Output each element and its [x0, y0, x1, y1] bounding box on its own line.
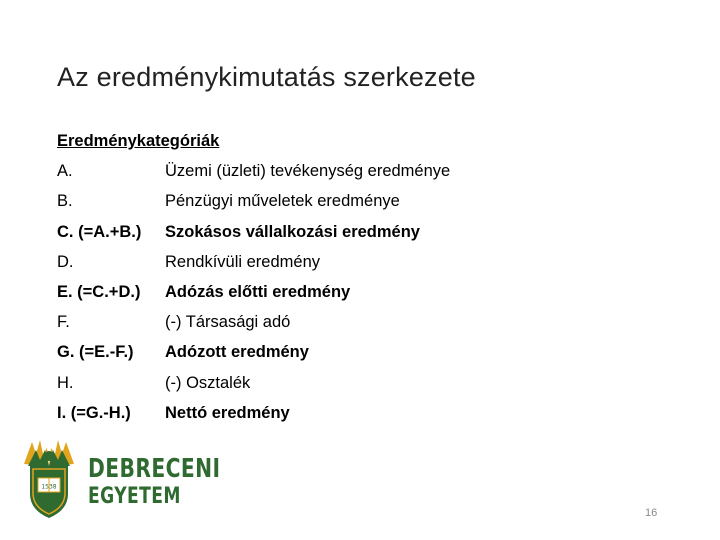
list-item-code: C. (=A.+B.): [57, 222, 142, 241]
list-item: [57, 156, 450, 186]
list-item-label: Adózott eredmény: [165, 343, 309, 362]
list-item: [57, 217, 450, 247]
list-item-code: F.: [57, 313, 70, 332]
list-item: [57, 186, 450, 216]
logo-wordmark: [88, 456, 258, 508]
list-item-code: H.: [57, 373, 74, 392]
logo-line-2: EGYETEM: [88, 484, 181, 509]
list-item: [57, 337, 450, 367]
list-item-label: Szokásos vállalkozási eredmény: [165, 222, 420, 241]
crest-seal-text: 1538: [41, 483, 57, 491]
list-item: [57, 277, 450, 307]
list-item: [57, 247, 450, 277]
list-item-label: Adózás előtti eredmény: [165, 283, 351, 302]
list-item: [57, 398, 450, 428]
list-item-label: (-) Társasági adó: [165, 313, 291, 332]
list-item-code: I. (=G.-H.): [57, 403, 131, 422]
list-item-label: Nettó eredmény: [165, 403, 290, 422]
list-item-label: Pénzügyi műveletek eredménye: [165, 192, 400, 211]
page-number: 16: [645, 507, 658, 519]
list-item-code: E. (=C.+D.): [57, 283, 141, 302]
list-item-code: D.: [57, 252, 74, 271]
slide-content: [57, 126, 450, 428]
list-item: [57, 368, 450, 398]
list-item-code: G. (=E.-F.): [57, 343, 134, 362]
logo-line-1: DEBRECENI: [88, 454, 221, 484]
list-item-code: A.: [57, 162, 73, 181]
slide-title: Az eredménykimutatás szerkezete: [57, 62, 476, 92]
list-item-label: Rendkívüli eredmény: [165, 252, 320, 271]
list-item-label: Üzemi (üzleti) tevékenység eredménye: [165, 162, 451, 181]
content-heading: Eredménykategóriák: [57, 132, 220, 150]
crest-icon: [24, 440, 74, 518]
list-item-code: B.: [57, 192, 73, 211]
list-item-label: (-) Osztalék: [165, 373, 251, 392]
list-item: [57, 307, 450, 337]
